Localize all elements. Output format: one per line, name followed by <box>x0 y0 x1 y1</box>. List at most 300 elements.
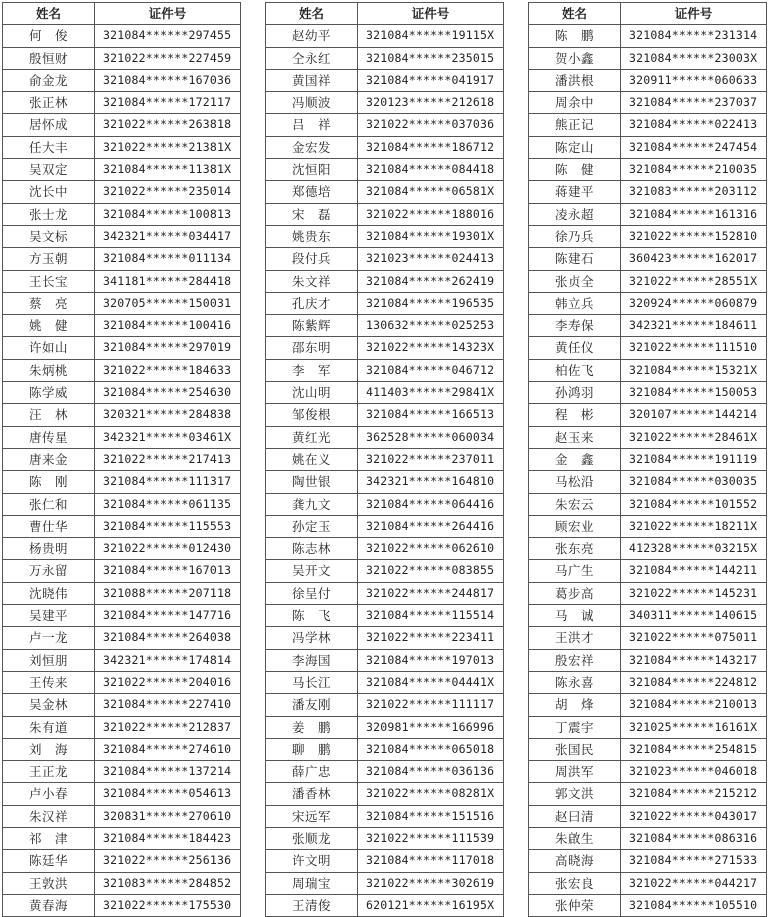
person-name: 许如山 <box>3 337 95 359</box>
person-name: 邹俊根 <box>266 404 358 426</box>
table-row <box>266 382 504 404</box>
id-number: 321083******284852 <box>95 872 241 894</box>
id-number: 321022******188016 <box>358 203 504 225</box>
id-number: 321084******11381X <box>95 159 241 181</box>
id-number: 321084******143217 <box>621 649 767 671</box>
person-name: 潘香林 <box>266 783 358 805</box>
person-name: 宋远军 <box>266 805 358 827</box>
id-number: 321084******064416 <box>358 493 504 515</box>
id-number: 321084******215212 <box>621 783 767 805</box>
id-number: 321084******184423 <box>95 827 241 849</box>
table-row <box>266 738 504 760</box>
id-number: 321084******297019 <box>95 337 241 359</box>
id-number: 321084******04441X <box>358 671 504 693</box>
person-name: 万永留 <box>3 560 95 582</box>
person-name: 张士龙 <box>3 203 95 225</box>
id-number: 321084******065018 <box>358 738 504 760</box>
table-row <box>3 448 241 470</box>
id-number: 321022******111117 <box>358 694 504 716</box>
id-number: 321084******197013 <box>358 649 504 671</box>
id-number: 321022******237011 <box>358 448 504 470</box>
table-row <box>3 359 241 381</box>
person-name: 张正林 <box>3 92 95 114</box>
table-row <box>529 850 767 872</box>
id-number: 321084******105510 <box>621 894 767 916</box>
table-row <box>529 694 767 716</box>
id-number: 321084******137214 <box>95 761 241 783</box>
person-name: 吴双定 <box>3 159 95 181</box>
person-name: 潘洪根 <box>529 69 621 91</box>
id-number: 321022******21381X <box>95 136 241 158</box>
person-name: 张东亮 <box>529 538 621 560</box>
person-name: 赵玉来 <box>529 426 621 448</box>
person-name: 孙定玉 <box>266 515 358 537</box>
table-row <box>3 315 241 337</box>
person-name: 沈恒阳 <box>266 159 358 181</box>
id-number: 320107******144214 <box>621 404 767 426</box>
person-name: 张国民 <box>529 738 621 760</box>
table-row <box>266 694 504 716</box>
person-name: 陈永喜 <box>529 671 621 693</box>
person-name: 姚 健 <box>3 315 95 337</box>
person-name: 朱宏云 <box>529 493 621 515</box>
id-number: 321022******28461X <box>621 426 767 448</box>
name-column-header: 姓名 <box>3 3 95 25</box>
person-name: 许文明 <box>266 850 358 872</box>
table-row <box>3 270 241 292</box>
id-number: 321084******022413 <box>621 114 767 136</box>
person-name: 柏佐飞 <box>529 359 621 381</box>
person-name: 徐乃兵 <box>529 225 621 247</box>
person-name: 王正龙 <box>3 761 95 783</box>
table-row <box>529 159 767 181</box>
person-name: 陈学威 <box>3 382 95 404</box>
person-name: 姜 鹏 <box>266 716 358 738</box>
id-number: 321022******043017 <box>621 805 767 827</box>
table-row <box>529 248 767 270</box>
table-row <box>266 515 504 537</box>
roster-table-2 <box>265 2 504 917</box>
table-row <box>3 738 241 760</box>
table-row <box>3 761 241 783</box>
person-name: 仝永红 <box>266 47 358 69</box>
table-row <box>266 181 504 203</box>
id-number: 321084******115553 <box>95 515 241 537</box>
id-number: 321022******012430 <box>95 538 241 560</box>
table-row <box>3 894 241 916</box>
table-row <box>266 605 504 627</box>
table-row <box>529 761 767 783</box>
table-row <box>3 114 241 136</box>
person-name: 姚贵东 <box>266 225 358 247</box>
id-number: 321022******18211X <box>621 515 767 537</box>
roster-table-3 <box>528 2 767 917</box>
id-number: 130632******025253 <box>358 315 504 337</box>
person-name: 吴金林 <box>3 694 95 716</box>
person-name: 陈定山 <box>529 136 621 158</box>
table-row <box>529 404 767 426</box>
table-row <box>529 181 767 203</box>
id-column-header: 证件号 <box>358 3 504 25</box>
table-row <box>529 627 767 649</box>
table-row <box>3 292 241 314</box>
table-row <box>3 649 241 671</box>
person-name: 朱啟生 <box>529 827 621 849</box>
person-name: 俞金龙 <box>3 69 95 91</box>
table-row <box>3 805 241 827</box>
person-name: 陈紫辉 <box>266 315 358 337</box>
id-number: 321084******271533 <box>621 850 767 872</box>
table-row <box>266 471 504 493</box>
id-number: 321084******117018 <box>358 850 504 872</box>
id-number: 321084******19301X <box>358 225 504 247</box>
table-row <box>266 225 504 247</box>
person-name: 李 军 <box>266 359 358 381</box>
id-number: 321022******217413 <box>95 448 241 470</box>
table-row <box>3 404 241 426</box>
person-name: 张顺龙 <box>266 827 358 849</box>
id-number: 321022******184633 <box>95 359 241 381</box>
table-row <box>529 225 767 247</box>
table-row <box>266 69 504 91</box>
person-name: 黄红光 <box>266 426 358 448</box>
id-number: 321084******166513 <box>358 404 504 426</box>
person-name: 朱汉祥 <box>3 805 95 827</box>
person-name: 张仲荣 <box>529 894 621 916</box>
table-row <box>3 872 241 894</box>
id-number: 321084******030035 <box>621 471 767 493</box>
person-name: 马长江 <box>266 671 358 693</box>
id-number: 321022******145231 <box>621 582 767 604</box>
id-number: 321084******167013 <box>95 560 241 582</box>
person-name: 程 彬 <box>529 404 621 426</box>
table-row <box>3 92 241 114</box>
id-number: 342321******164810 <box>358 471 504 493</box>
table-row <box>266 716 504 738</box>
table-row <box>3 538 241 560</box>
id-number: 321084******172117 <box>95 92 241 114</box>
table-row <box>266 426 504 448</box>
table-row <box>266 292 504 314</box>
table-row <box>266 582 504 604</box>
id-number: 321084******061135 <box>95 493 241 515</box>
person-name: 黄国祥 <box>266 69 358 91</box>
table-row <box>3 159 241 181</box>
id-number: 321022******204016 <box>95 671 241 693</box>
id-number: 321023******046018 <box>621 761 767 783</box>
table-row <box>266 538 504 560</box>
person-name: 贺小鑫 <box>529 47 621 69</box>
id-number: 321022******062610 <box>358 538 504 560</box>
id-number: 321084******100813 <box>95 203 241 225</box>
id-number: 321084******254630 <box>95 382 241 404</box>
person-name: 黄春海 <box>3 894 95 916</box>
person-name: 熊正记 <box>529 114 621 136</box>
table-row <box>529 538 767 560</box>
person-name: 胡 烽 <box>529 694 621 716</box>
table-row <box>529 25 767 47</box>
table-row <box>266 92 504 114</box>
id-number: 360423******162017 <box>621 248 767 270</box>
person-name: 王传来 <box>3 671 95 693</box>
table-row <box>266 136 504 158</box>
id-number: 321084******147716 <box>95 605 241 627</box>
table-row <box>266 671 504 693</box>
id-number: 321088******207118 <box>95 582 241 604</box>
person-name: 刘 海 <box>3 738 95 760</box>
person-name: 朱炳桃 <box>3 359 95 381</box>
id-number: 342321******184611 <box>621 315 767 337</box>
table-row <box>266 337 504 359</box>
id-number: 321084******041917 <box>358 69 504 91</box>
person-name: 陈建石 <box>529 248 621 270</box>
table-row <box>266 627 504 649</box>
id-number: 321022******037036 <box>358 114 504 136</box>
id-number: 321084******19115X <box>358 25 504 47</box>
table-row <box>529 47 767 69</box>
person-name: 卢一龙 <box>3 627 95 649</box>
id-number: 321084******210013 <box>621 694 767 716</box>
table-row <box>529 114 767 136</box>
id-number: 321022******111539 <box>358 827 504 849</box>
table-row <box>3 248 241 270</box>
person-name: 韩立兵 <box>529 292 621 314</box>
id-number: 321084******086316 <box>621 827 767 849</box>
person-name: 殷恒财 <box>3 47 95 69</box>
table-row <box>3 783 241 805</box>
id-number: 320924******060879 <box>621 292 767 314</box>
id-number: 321022******28551X <box>621 270 767 292</box>
person-name: 吴建平 <box>3 605 95 627</box>
person-name: 沈山明 <box>266 382 358 404</box>
table-row <box>266 47 504 69</box>
table-row <box>3 426 241 448</box>
id-number: 321022******256136 <box>95 850 241 872</box>
table-row <box>266 270 504 292</box>
person-name: 吕 祥 <box>266 114 358 136</box>
person-name: 吴开文 <box>266 560 358 582</box>
id-number: 321022******212837 <box>95 716 241 738</box>
id-number: 362528******060034 <box>358 426 504 448</box>
id-number: 320981******166996 <box>358 716 504 738</box>
table-row <box>529 69 767 91</box>
id-number: 321084******264038 <box>95 627 241 649</box>
person-name: 陈 鹏 <box>529 25 621 47</box>
person-name: 方玉朝 <box>3 248 95 270</box>
person-name: 蔡 亮 <box>3 292 95 314</box>
person-name: 祁 津 <box>3 827 95 849</box>
table-row <box>266 25 504 47</box>
id-number: 321022******083855 <box>358 560 504 582</box>
table-row <box>3 25 241 47</box>
person-name: 赵幼平 <box>266 25 358 47</box>
id-number: 411403******29841X <box>358 382 504 404</box>
id-number: 321084******115514 <box>358 605 504 627</box>
id-number: 320831******270610 <box>95 805 241 827</box>
table-row <box>3 560 241 582</box>
table-row <box>3 694 241 716</box>
table-row <box>266 827 504 849</box>
table-row <box>266 404 504 426</box>
id-number: 341181******284418 <box>95 270 241 292</box>
person-name: 曹仕华 <box>3 515 95 537</box>
person-name: 赵曰清 <box>529 805 621 827</box>
id-number: 321022******244817 <box>358 582 504 604</box>
table-row <box>3 605 241 627</box>
table-header-row <box>266 3 504 25</box>
table-row <box>529 805 767 827</box>
person-name: 杨贵明 <box>3 538 95 560</box>
roster-table-1 <box>2 2 241 917</box>
person-name: 李寿保 <box>529 315 621 337</box>
person-name: 张贞全 <box>529 270 621 292</box>
table-row <box>3 181 241 203</box>
id-number: 321084******274610 <box>95 738 241 760</box>
person-name: 卢小春 <box>3 783 95 805</box>
id-number: 321084******264416 <box>358 515 504 537</box>
table-header-row <box>3 3 241 25</box>
id-number: 321025******16161X <box>621 716 767 738</box>
person-name: 马 诚 <box>529 605 621 627</box>
id-number: 321022******152810 <box>621 225 767 247</box>
table-row <box>3 827 241 849</box>
person-name: 陈 健 <box>529 159 621 181</box>
table-row <box>529 582 767 604</box>
id-number: 321084******196535 <box>358 292 504 314</box>
table-row <box>266 560 504 582</box>
table-row <box>266 203 504 225</box>
person-name: 冯顺波 <box>266 92 358 114</box>
table-row <box>266 649 504 671</box>
table-row <box>3 225 241 247</box>
id-number: 321084******15321X <box>621 359 767 381</box>
person-name: 潘友刚 <box>266 694 358 716</box>
table-row <box>529 315 767 337</box>
table-row <box>266 493 504 515</box>
person-name: 朱文祥 <box>266 270 358 292</box>
person-name: 蒋建平 <box>529 181 621 203</box>
table-row <box>3 471 241 493</box>
table-row <box>529 270 767 292</box>
id-number: 321084******167036 <box>95 69 241 91</box>
table-row <box>266 248 504 270</box>
person-name: 居怀成 <box>3 114 95 136</box>
person-name: 汪 林 <box>3 404 95 426</box>
id-number: 321084******191119 <box>621 448 767 470</box>
person-name: 朱有道 <box>3 716 95 738</box>
id-number: 321022******044217 <box>621 872 767 894</box>
table-row <box>529 783 767 805</box>
person-name: 任大丰 <box>3 136 95 158</box>
id-number: 320321******284838 <box>95 404 241 426</box>
table-row <box>266 315 504 337</box>
person-name: 唐来金 <box>3 448 95 470</box>
table-row <box>3 136 241 158</box>
id-number: 321084******247454 <box>621 136 767 158</box>
person-name: 刘恒朋 <box>3 649 95 671</box>
id-number: 321084******227410 <box>95 694 241 716</box>
id-number: 321022******075011 <box>621 627 767 649</box>
table-row <box>266 448 504 470</box>
table-row <box>529 359 767 381</box>
id-column-header: 证件号 <box>95 3 241 25</box>
id-number: 321084******100416 <box>95 315 241 337</box>
table-row <box>3 671 241 693</box>
table-row <box>3 493 241 515</box>
id-number: 321084******084418 <box>358 159 504 181</box>
person-name: 姚在义 <box>266 448 358 470</box>
id-number: 321022******223411 <box>358 627 504 649</box>
table-row <box>3 850 241 872</box>
table-row <box>529 92 767 114</box>
table-row <box>266 359 504 381</box>
person-name: 何 俊 <box>3 25 95 47</box>
id-number: 412328******03215X <box>621 538 767 560</box>
table-row <box>3 203 241 225</box>
id-number: 321084******011134 <box>95 248 241 270</box>
table-row <box>529 382 767 404</box>
person-name: 吴文标 <box>3 225 95 247</box>
person-name: 王清俊 <box>266 894 358 916</box>
id-number: 342321******034417 <box>95 225 241 247</box>
table-row <box>529 203 767 225</box>
id-number: 340311******140615 <box>621 605 767 627</box>
person-name: 陈 飞 <box>266 605 358 627</box>
table-row <box>266 805 504 827</box>
person-name: 陈志林 <box>266 538 358 560</box>
table-row <box>529 872 767 894</box>
table-row <box>529 471 767 493</box>
person-name: 黄任仪 <box>529 337 621 359</box>
person-name: 王洪才 <box>529 627 621 649</box>
person-name: 沈长中 <box>3 181 95 203</box>
id-number: 321084******23003X <box>621 47 767 69</box>
id-number: 321084******210035 <box>621 159 767 181</box>
person-name: 张宏良 <box>529 872 621 894</box>
id-number: 620121******16195X <box>358 894 504 916</box>
person-name: 王敦洪 <box>3 872 95 894</box>
id-number: 342321******03461X <box>95 426 241 448</box>
table-row <box>266 159 504 181</box>
table-row <box>3 382 241 404</box>
id-number: 320123******212618 <box>358 92 504 114</box>
table-row <box>529 894 767 916</box>
table-row <box>529 671 767 693</box>
id-number: 321022******263818 <box>95 114 241 136</box>
person-name: 李海国 <box>266 649 358 671</box>
id-number: 321084******235015 <box>358 47 504 69</box>
person-name: 郑德培 <box>266 181 358 203</box>
table-row <box>529 448 767 470</box>
name-column-header: 姓名 <box>266 3 358 25</box>
id-number: 320911******060633 <box>621 69 767 91</box>
person-name: 孔庆才 <box>266 292 358 314</box>
person-name: 唐传星 <box>3 426 95 448</box>
person-name: 王长宝 <box>3 270 95 292</box>
id-number: 321084******237037 <box>621 92 767 114</box>
id-number: 321022******175530 <box>95 894 241 916</box>
person-name: 郭文洪 <box>529 783 621 805</box>
person-name: 孙鸿羽 <box>529 382 621 404</box>
table-row <box>3 582 241 604</box>
id-number: 321084******161316 <box>621 203 767 225</box>
table-row <box>529 605 767 627</box>
person-name: 金 鑫 <box>529 448 621 470</box>
person-name: 徐呈付 <box>266 582 358 604</box>
person-name: 金宏发 <box>266 136 358 158</box>
id-number: 321022******302619 <box>358 872 504 894</box>
table-row <box>529 649 767 671</box>
